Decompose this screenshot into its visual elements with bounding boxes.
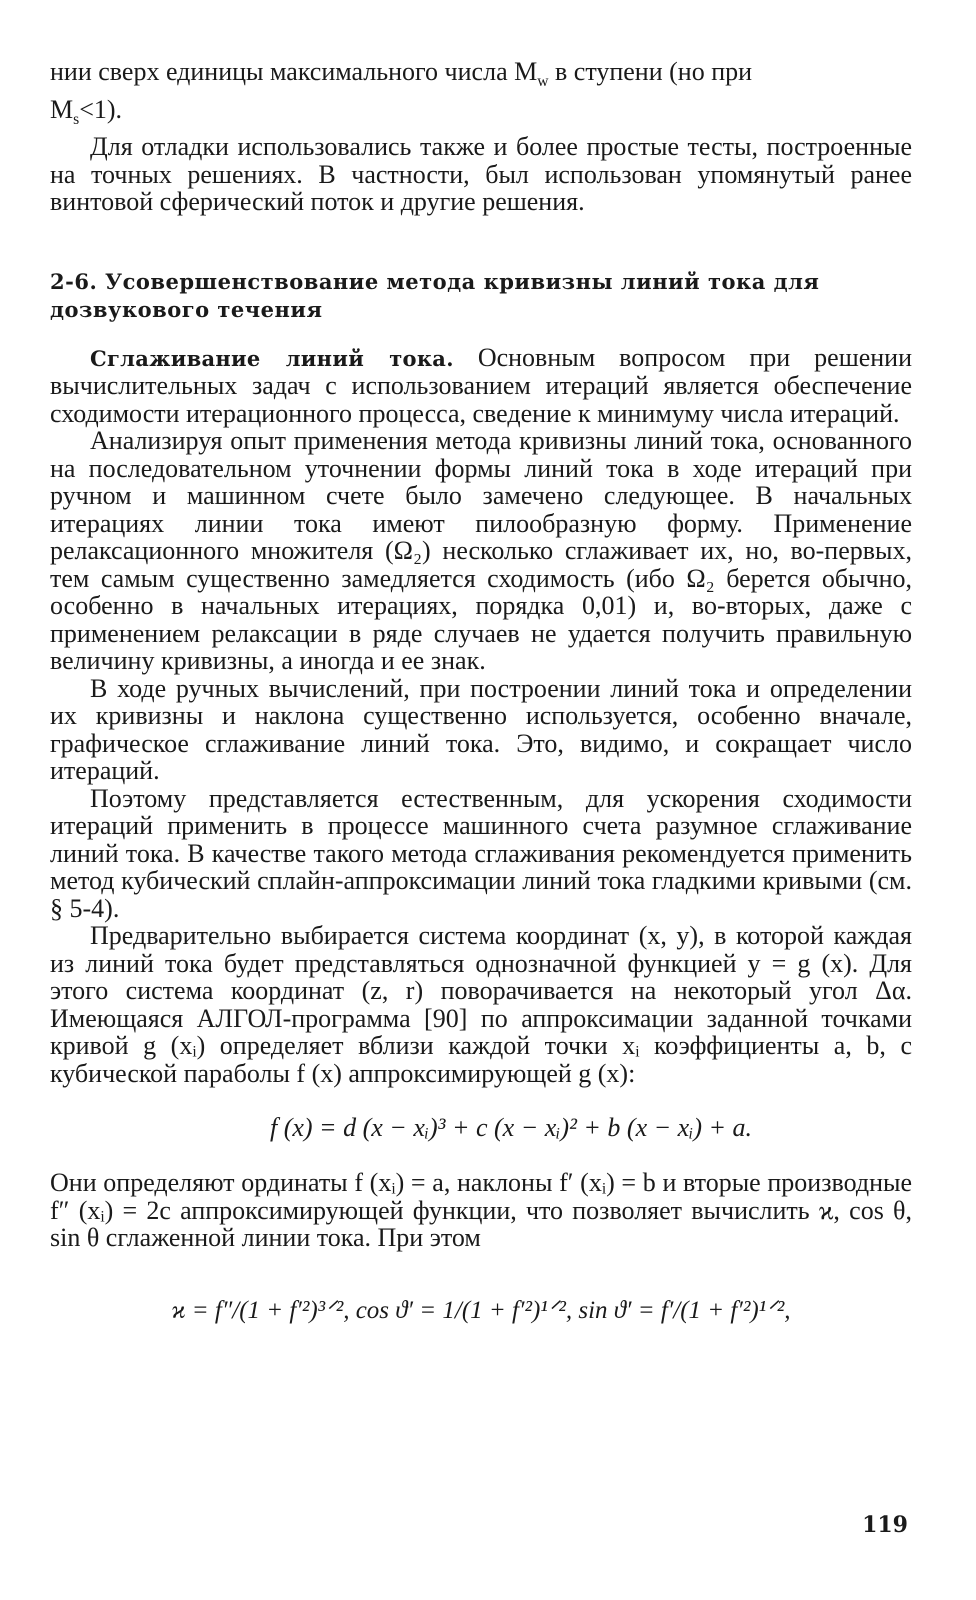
text-fragment: в ступени (но при	[548, 57, 753, 86]
page-number: 119	[862, 1512, 908, 1538]
formula-cubic: f (x) = d (x − xᵢ)³ + c (x − xᵢ)² + b (x − xᵢ) + a.	[269, 1113, 753, 1143]
text-fragment: Основным вопросом при решении вычислительных задач с использованием итераций является обеспечение сходимости итерационного процесса, сведение к минимуму числа итераций.	[50, 342, 913, 428]
section-heading: 2-6. Усовершенствование метода кривизны линий тока для дозвукового течения	[50, 268, 820, 322]
formula-curvature: ϰ = f″/(1 + f′²)³ᐟ², cos ϑ′ = 1/(1 + f′²)¹ᐟ², sin ϑ′ = f′/(1 + f′²)¹ᐟ²,	[171, 1296, 791, 1324]
paragraph-analysis: Анализируя опыт применения метода кривизны линий тока, основанного на последовательном уточнении формы линий тока в ходе итераций при ручном и машинном счете было замечено следующее. В начальных итерациях линии тока имеют пилообразную форму. Применение релаксационного множителя (Ω₂) несколько сглаживает их, но, во-первых, тем самым существенно замедляется сходимость (ибо Ω₂ берется обычно, особенно в начальных итерациях, порядка 0,01) и, во-вторых, даже с применением релаксации в ряде случаев не удается получить правильную величину кривизны, а иногда и ее знак.	[50, 426, 912, 676]
paragraph-spline: Поэтому представляется естественным, для ускорения сходимости итераций применить в процессе машинного счета разумное сглаживание линий тока. В качестве такого метода сглаживания рекомендуется применить метод кубический сплайн-аппроксимации линий тока гладкими кривыми (см. § 5-4).	[50, 783, 912, 923]
text-fragment: <1).	[79, 94, 123, 124]
paragraph-continued	[50, 58, 912, 133]
page-body	[50, 58, 912, 1326]
paragraph-coordinates: Предварительно выбирается система координат (x, y), в которой каждая из линий тока будет представляться однозначной функцией y = g (x). Для этого система координат (z, r) поворачивается на некоторый угол Δα. Имеющаяся АЛГОЛ-программа [90] по аппроксимации заданной точками кривой g (xᵢ) определяет вблизи каждой точки xᵢ коэффициенты a, b, c кубической параболы f (x) аппроксимирующей g (x):	[50, 921, 912, 1088]
paragraph-smoothing	[50, 344, 912, 428]
paragraph-ordinates: Они определяют ординаты f (xᵢ) = a, наклоны f′ (xᵢ) = b и вторые производные f″ (xᵢ) = 2c аппроксимирующей функции, что позволяет вычислить ϰ, cos θ, sin θ сглаженной линии тока. При этом	[50, 1168, 912, 1253]
subscript: s	[73, 110, 80, 128]
paragraph-manual: В ходе ручных вычислений, при построении линий тока и определении их кривизны и наклона существенно используется, особенно вначале, графическое сглаживание линий тока. Это, видимо, и сокращает число итераций.	[50, 673, 912, 786]
text-fragment: нии сверх единицы максимального числа M	[50, 57, 538, 86]
paragraph-lead: Сглаживание линий тока.	[90, 345, 454, 371]
paragraph-testing: Для отладки использовались также и более простые тесты, построенные на точных решениях. В частности, был использован упомянутый ранее винтовой сферический поток и другие решения.	[50, 132, 912, 217]
subscript: w	[537, 73, 549, 91]
text-fragment: M	[50, 94, 74, 124]
